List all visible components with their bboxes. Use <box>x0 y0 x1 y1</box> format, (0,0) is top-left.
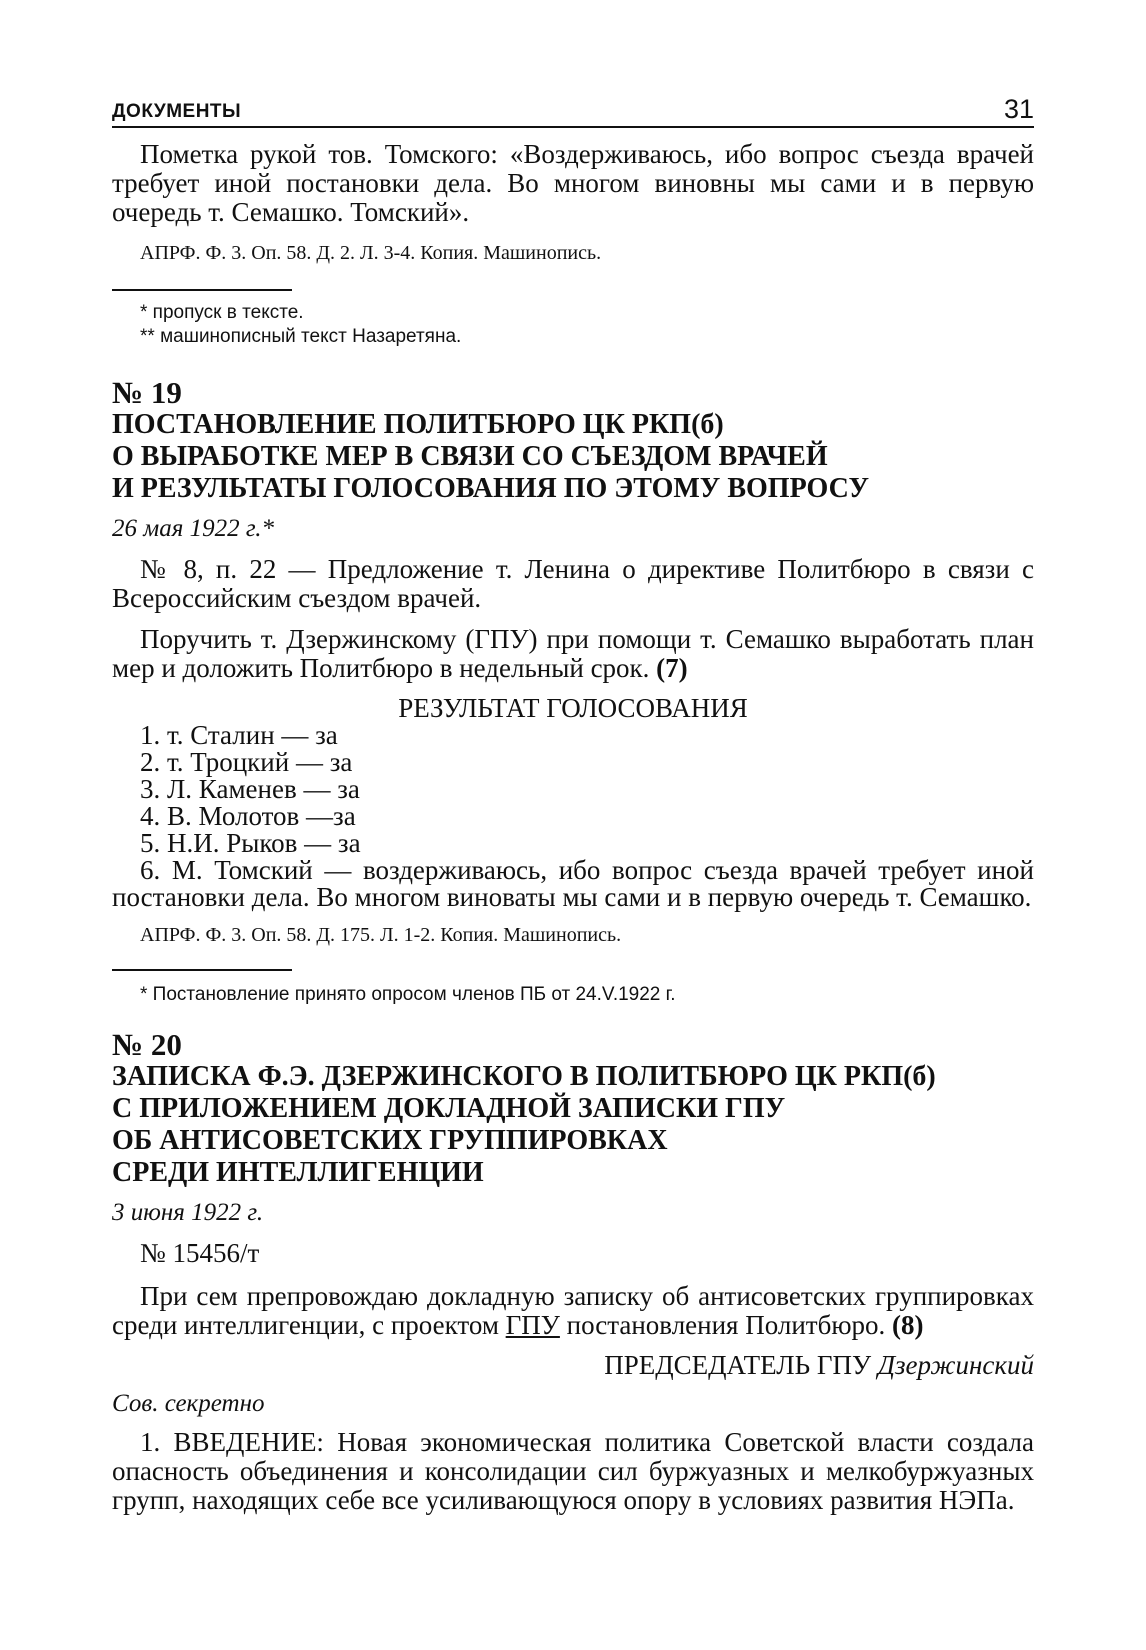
vote-item-6: 6. М. Томский — воздерживаюсь, ибо вопрос съезда врачей требует иной постановки дела. Во многом виноваты мы сами и в первую очередь т. Семашко. <box>112 855 1034 912</box>
vote-list <box>112 722 1034 857</box>
doc20-section <box>112 1029 1034 1515</box>
doc19-para2-ref: (7) <box>656 653 688 683</box>
vote-item: 5. Н.И. Рыков — за <box>140 828 361 858</box>
doc20-date: 3 июня 1922 г. <box>112 1199 264 1226</box>
doc19-title-line-2: О ВЫРАБОТКЕ МЕР В СВЯЗИ СО СЪЕЗДОМ ВРАЧЕЙ <box>112 441 828 472</box>
intro-footnote-1: * пропуск в тексте. <box>140 302 304 323</box>
section-1-intro: 1. ВВЕДЕНИЕ: Новая экономическая политика Советской власти создала опасность объединения и консолидации сил буржуазных и мелкобуржуазных групп, находящих себе все усиливающуюся опору в условиях развития НЭПа. <box>112 1427 1034 1515</box>
vote-item: 4. В. Молотов —за <box>140 801 356 831</box>
page-number: 31 <box>1003 94 1034 124</box>
vote-heading: РЕЗУЛЬТАТ ГОЛОСОВАНИЯ <box>398 693 748 723</box>
secrecy-mark: Сов. секретно <box>112 1390 265 1417</box>
signature-title: ПРЕДСЕДАТЕЛЬ ГПУ <box>604 1350 872 1380</box>
page-header <box>112 96 1034 128</box>
doc19-title-line-1: ПОСТАНОВЛЕНИЕ ПОЛИТБЮРО ЦК РКП(б) <box>112 409 724 440</box>
intro-footnote-2: ** машинописный текст Назаретяна. <box>140 326 462 347</box>
doc19-source: АПРФ. Ф. 3. Оп. 58. Д. 175. Л. 1-2. Копия. Машинопись. <box>140 924 622 946</box>
doc20-title-line-3: ОБ АНТИСОВЕТСКИХ ГРУППИРОВКАХ <box>112 1125 668 1156</box>
doc20-ref-number: № 15456/т <box>140 1238 260 1268</box>
doc19-para2 <box>112 625 1034 683</box>
doc19-footnote: * Постановление принято опросом членов ПБ от 24.V.1922 г. <box>140 984 676 1005</box>
doc20-number: № 20 <box>112 1027 182 1062</box>
signature <box>112 1350 1034 1380</box>
intro-note: Пометка рукой тов. Томского: «Воздерживаюсь, ибо вопрос съезда врачей требует иной постановки дела. Во многом виновны мы сами и в первую очередь т. Семашко. Томский». <box>112 139 1034 227</box>
doc20-para-ref: (8) <box>892 1310 924 1340</box>
doc19-title-line-3: И РЕЗУЛЬТАТЫ ГОЛОСОВАНИЯ ПО ЭТОМУ ВОПРОСУ <box>112 473 870 504</box>
signature-name: Дзержинский <box>877 1350 1034 1380</box>
footnote-rule <box>112 289 292 291</box>
doc20-title-line-4: СРЕДИ ИНТЕЛЛИГЕНЦИИ <box>112 1157 484 1188</box>
doc19-date: 26 мая 1922 г.* <box>112 515 274 542</box>
doc19-section <box>112 377 1034 1007</box>
doc20-cover-text-a: При сем препровождаю докладную записку об антисоветских группировках среди интеллигенции, с проектом <box>112 1281 1034 1340</box>
doc19-para2-text: Поручить т. Дзержинскому (ГПУ) при помощи т. Семашко выработать план мер и доложить Политбюро в недельный срок. <box>112 624 1034 683</box>
vote-item: 1. т. Сталин — за <box>140 720 338 750</box>
doc20-cover-text-b: постановления Политбюро. <box>566 1310 886 1340</box>
doc19-number: № 19 <box>112 375 182 410</box>
running-title: ДОКУМЕНТЫ <box>112 101 242 122</box>
doc20-title-line-2: С ПРИЛОЖЕНИЕМ ДОКЛАДНОЙ ЗАПИСКИ ГПУ <box>112 1093 786 1124</box>
intro-source: АПРФ. Ф. 3. Оп. 58. Д. 2. Л. 3-4. Копия. Машинопись. <box>140 242 602 264</box>
vote-item: 2. т. Троцкий — за <box>140 747 353 777</box>
doc20-title-line-1: ЗАПИСКА Ф.Э. ДЗЕРЖИНСКОГО В ПОЛИТБЮРО ЦК РКП(б) <box>112 1061 936 1092</box>
doc19-para1: № 8, п. 22 — Предложение т. Ленина о директиве Политбюро в связи с Всероссийским съездом врачей. <box>112 554 1034 613</box>
doc20-cover-para <box>112 1282 1034 1340</box>
vote-item: 3. Л. Каменев — за <box>140 774 360 804</box>
gpu-underlined: ГПУ <box>505 1310 560 1340</box>
footnote-rule <box>112 969 292 971</box>
document-page <box>112 96 1034 1515</box>
